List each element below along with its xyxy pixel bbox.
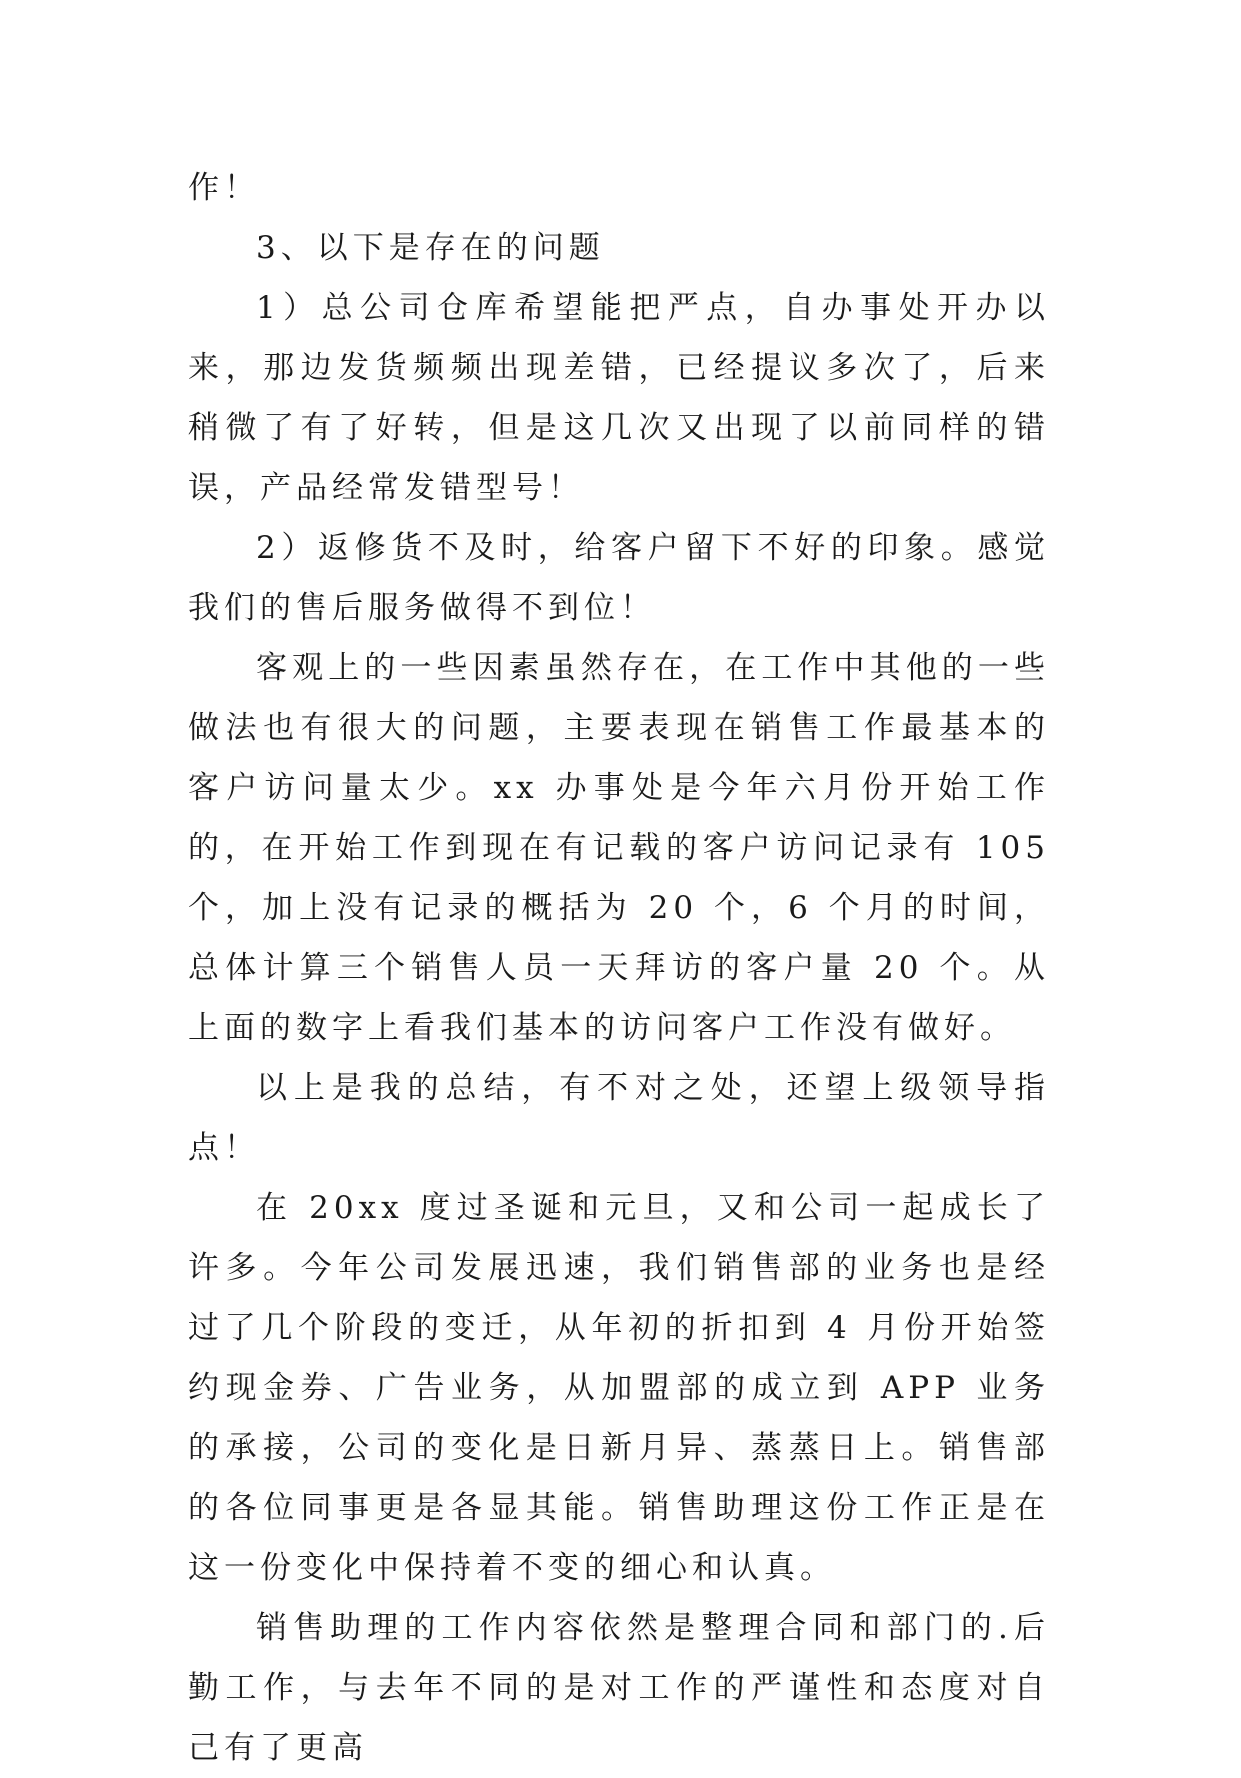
paragraph-section-heading: 3、以下是存在的问题 (256, 230, 605, 266)
paragraph-year-review: 在 20xx 度过圣诞和元旦，又和公司一起成长了许多。今年公司发展迅速，我们销售部的业务也是经过了几个阶段的变迁，从年初的折扣到 4 月份开始签约现金券、广告业务，从加盟部的成立到 APP 业务的承接，公司的变化是日新月异、蒸蒸日上。销售部的各位同事更是各显其能。销售助理这份工作正是在这一份变化中保持着不变的细心和认真。 (188, 1190, 1050, 1586)
document-body (188, 158, 1065, 1778)
paragraph-issue-2: 2）返修货不及时，给客户留下不好的印象。感觉我们的售后服务做得不到位！ (188, 530, 1050, 626)
paragraph-analysis: 客观上的一些因素虽然存在，在工作中其他的一些做法也有很大的问题，主要表现在销售工作最基本的客户访问量太少。xx 办事处是今年六月份开始工作的，在开始工作到现在有记载的客户访问记录有 105 个，加上没有记录的概括为 20 个，6 个月的时间，总体计算三个销售人员一天拜访的客户量 20 个。从上面的数字上看我们基本的访问客户工作没有做好。 (188, 650, 1065, 1046)
paragraph-continuation: 作！ (188, 170, 260, 206)
paragraph-closing: 以上是我的总结，有不对之处，还望上级领导指点！ (188, 1070, 1050, 1166)
paragraph-assistant-work: 销售助理的工作内容依然是整理合同和部门的.后勤工作，与去年不同的是对工作的严谨性和态度对自己有了更高 (188, 1610, 1050, 1766)
paragraph-issue-1: 1）总公司仓库希望能把严点，自办事处开办以来，那边发货频频出现差错，已经提议多次了，后来稍微了有了好转，但是这几次又出现了以前同样的错误，产品经常发错型号！ (188, 290, 1050, 506)
